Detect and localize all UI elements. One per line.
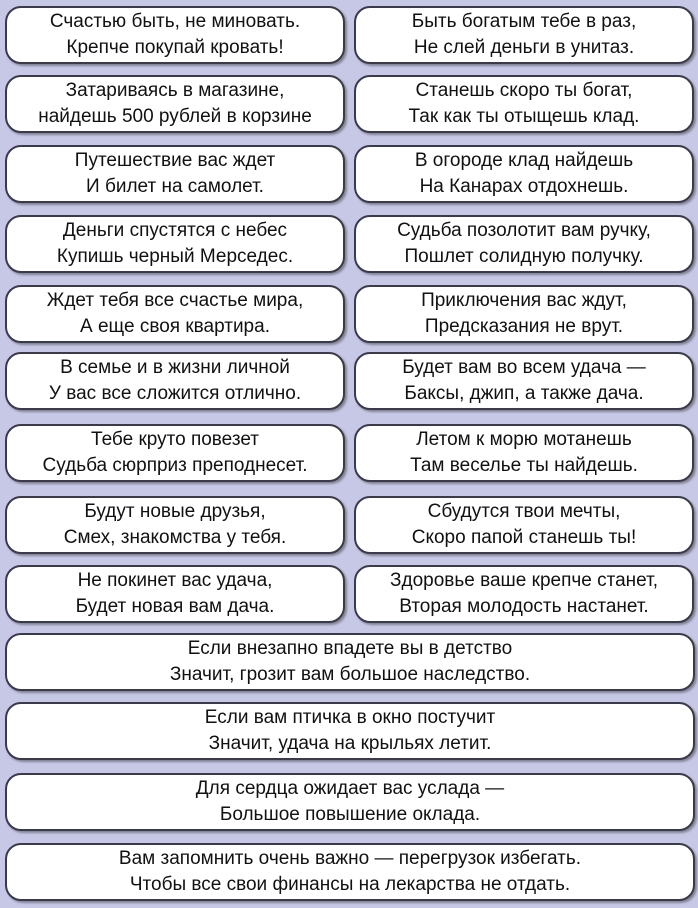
fortune-line: А еще своя квартира. <box>80 316 270 337</box>
fortune-line: В семье и в жизни личной <box>60 357 290 378</box>
fortune-line: Приключения вас ждут, <box>421 290 627 311</box>
fortune-line: Предсказания не врут. <box>424 316 624 337</box>
fortune-line: Станешь скоро ты богат, <box>415 80 633 101</box>
fortune-line: Скоро папой станешь ты! <box>411 527 637 548</box>
fortune-line: Будут новые друзья, <box>84 501 266 522</box>
fortune-line: Пошлет солидную получку. <box>404 246 644 267</box>
fortune-line: Значит, грозит вам большое наследство. <box>169 664 531 685</box>
fortune-card <box>5 424 345 482</box>
fortune-line: Судьба позолотит вам ручку, <box>397 220 651 241</box>
fortune-line: На Канарах отдохнешь. <box>419 176 629 197</box>
fortune-card <box>5 565 345 623</box>
fortune-line: Так как ты отыщешь клад. <box>408 106 640 127</box>
fortune-line: Счастью быть, не миновать. <box>49 11 301 32</box>
fortune-card <box>5 145 345 203</box>
fortune-card <box>354 6 694 64</box>
fortune-line: Если внезапно впадете вы в детство <box>187 638 513 659</box>
fortune-line: Быть богатым тебе в раз, <box>411 11 637 32</box>
fortune-card <box>354 424 694 482</box>
fortune-line: Затариваясь в магазине, <box>65 80 285 101</box>
fortune-line: Если вам птичка в окно постучит <box>204 707 496 728</box>
fortune-card <box>354 565 694 623</box>
fortune-card-wide <box>5 702 695 760</box>
fortune-line: Крепче покупай кровать! <box>66 37 284 58</box>
fortune-line: Не покинет вас удача, <box>77 570 273 591</box>
fortune-line: Здоровье ваше крепче станет, <box>390 570 658 591</box>
fortune-card <box>5 496 345 554</box>
fortune-line: Значит, удача на крыльях летит. <box>208 733 492 754</box>
fortune-line: Смех, знакомства у тебя. <box>63 527 287 548</box>
fortune-line: Не слей деньги в унитаз. <box>413 37 635 58</box>
fortune-line: Летом к морю мотанешь <box>416 429 632 450</box>
fortune-card-wide <box>5 773 695 831</box>
fortune-line: У вас все сложится отлично. <box>48 383 302 404</box>
fortune-card <box>354 145 694 203</box>
fortune-line: Ждет тебя все счастье мира, <box>46 290 304 311</box>
fortune-line: Вам запомнить очень важно — перегрузок избегать. <box>118 848 582 869</box>
fortune-card <box>354 496 694 554</box>
fortune-line: Для сердца ожидает вас услада — <box>195 778 505 799</box>
fortune-line: Большое повышение оклада. <box>219 804 481 825</box>
fortune-line: найдешь 500 рублей в корзине <box>38 106 312 127</box>
fortune-line: Будет новая вам дача. <box>75 596 275 617</box>
fortune-card <box>5 75 345 133</box>
fortune-card <box>354 75 694 133</box>
fortune-card-wide <box>5 633 695 691</box>
fortune-card <box>354 215 694 273</box>
fortune-card-wide <box>5 843 695 901</box>
fortune-line: Купишь черный Мерседес. <box>56 246 294 267</box>
fortune-line: Сбудутся твои мечты, <box>427 501 621 522</box>
fortune-card <box>354 352 694 410</box>
fortune-line: Путешествие вас ждет <box>74 150 276 171</box>
fortune-line: В огороде клад найдешь <box>414 150 634 171</box>
fortune-line: Вторая молодость настанет. <box>399 596 649 617</box>
fortune-line: Баксы, джип, а также дача. <box>404 383 644 404</box>
fortune-card <box>5 352 345 410</box>
fortune-line: Тебе круто повезет <box>91 429 259 450</box>
fortune-line: Там веселье ты найдешь. <box>410 455 638 476</box>
fortune-line: Будет вам во всем удача — <box>402 357 646 378</box>
fortune-card <box>354 285 694 343</box>
fortune-card <box>5 215 345 273</box>
fortune-line: И билет на самолет. <box>86 176 264 197</box>
fortune-line: Чтобы все свои финансы на лекарства не отдать. <box>129 874 571 895</box>
fortune-line: Деньги спустятся с небес <box>62 220 288 241</box>
fortune-card <box>5 6 345 64</box>
fortune-line: Судьба сюрприз преподнесет. <box>42 455 308 476</box>
fortune-card <box>5 285 345 343</box>
